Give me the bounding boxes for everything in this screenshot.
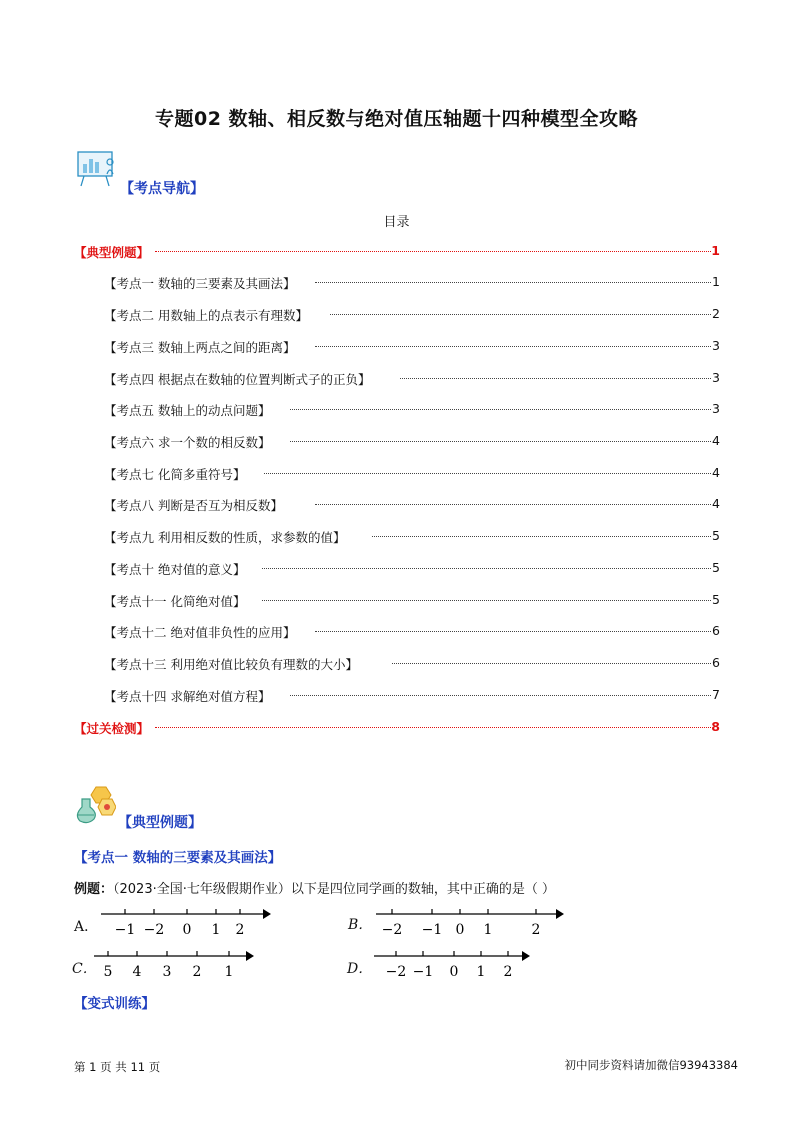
toc-item-page: 5: [712, 560, 720, 575]
toc-item-label: 【考点十三 利用绝对值比较负有理数的大小】: [104, 655, 361, 673]
option-c-letter[interactable]: C．: [72, 961, 97, 977]
toc-item-page: 6: [712, 623, 720, 638]
toc-item-label: 【考点十四 求解绝对值方程】: [104, 687, 273, 705]
toc-item[interactable]: [0, 338, 793, 358]
toc-item-page: 3: [712, 401, 720, 416]
toc-item[interactable]: [0, 274, 793, 294]
tick-label: 1: [483, 922, 493, 938]
tick-label: 1: [224, 964, 234, 980]
toc-item-page: 6: [712, 655, 720, 670]
toc-item[interactable]: [0, 465, 793, 485]
toc-item-label: 【考点四 根据点在数轴的位置判断式子的正负】: [104, 370, 373, 388]
toc-item-page: 7: [712, 687, 720, 702]
option-d-number-line[interactable]: [370, 946, 540, 986]
toc-item[interactable]: [0, 623, 793, 643]
toc-item-label: 【考点九 利用相反数的性质，求参数的值】: [104, 528, 348, 546]
option-d-letter[interactable]: D．: [347, 961, 373, 977]
toc-heading: 目录: [383, 215, 410, 230]
toc-item-page: 3: [712, 370, 720, 385]
toc-item-label: 【考点三 数轴上两点之间的距离】: [104, 338, 298, 356]
toc-item[interactable]: [0, 306, 793, 326]
tick-label: 2: [531, 922, 541, 938]
toc-item-page: 2: [712, 306, 720, 321]
tick-label: 2: [235, 922, 245, 938]
option-c-number-line[interactable]: [94, 946, 264, 986]
tick-label: 1: [211, 922, 221, 938]
toc-item-page: 4: [712, 465, 720, 480]
kaodian-heading: 【考点一 数轴的三要素及其画法】: [74, 850, 282, 866]
option-b-number-line[interactable]: [370, 904, 570, 944]
tick-label: −1: [421, 922, 443, 938]
toc-item-label: 【考点一 数轴的三要素及其画法】: [104, 274, 298, 292]
toc-item-page: 5: [712, 528, 720, 543]
toc-item[interactable]: [0, 433, 793, 453]
example-question: [74, 878, 555, 897]
toc-item[interactable]: [0, 719, 793, 739]
flask-icon: [72, 785, 116, 825]
toc-item[interactable]: [0, 370, 793, 390]
toc-item[interactable]: [0, 687, 793, 707]
toc-item[interactable]: [0, 592, 793, 612]
page-number: 第 1 页 共 11 页: [74, 1060, 161, 1074]
toc-item-label: 【考点二 用数轴上的点表示有理数】: [104, 306, 311, 324]
tick-label: 5: [103, 964, 113, 980]
toc-item-page: 5: [712, 592, 720, 607]
example-text: （2023·全国·七年级假期作业）以下是四位同学画的数轴，其中正确的是（ ）: [113, 882, 555, 897]
tick-label: −2: [381, 922, 403, 938]
toc-item-label: 【考点六 求一个数的相反数】: [104, 433, 273, 451]
document-title: 专题02 数轴、相反数与绝对值压轴题十四种模型全攻略: [154, 108, 639, 130]
toc-item-page: 4: [712, 433, 720, 448]
toc-item[interactable]: [0, 496, 793, 516]
toc-item-page: 8: [711, 719, 720, 734]
tick-label: 0: [455, 922, 465, 938]
tick-label: −2: [143, 922, 165, 938]
toc-item-label: 【典型例题】: [74, 243, 152, 261]
toc-item-label: 【考点八 判断是否互为相反数】: [104, 496, 286, 514]
tick-label: 2: [192, 964, 202, 980]
section-heading: 【典型例题】: [118, 815, 202, 831]
tick-label: 1: [476, 964, 486, 980]
option-b-letter[interactable]: B．: [348, 917, 373, 933]
variant-training-heading: 【变式训练】: [74, 996, 155, 1012]
tick-label: −2: [385, 964, 407, 980]
toc-item[interactable]: [0, 655, 793, 675]
tick-label: 2: [503, 964, 513, 980]
option-a-number-line[interactable]: [95, 904, 275, 944]
example-prefix: 例题：: [74, 882, 114, 897]
tick-label: 0: [449, 964, 459, 980]
toc-item-page: 1: [711, 243, 720, 258]
option-a-letter[interactable]: A．: [74, 919, 99, 935]
toc-item-label: 【考点五 数轴上的动点问题】: [104, 401, 273, 419]
toc-item-page: 4: [712, 496, 720, 511]
tick-label: 0: [182, 922, 192, 938]
toc-item-page: 1: [712, 274, 720, 289]
toc-item-label: 【过关检测】: [74, 719, 152, 737]
toc-item-label: 【考点十 绝对值的意义】: [104, 560, 248, 578]
toc-item[interactable]: [0, 243, 793, 263]
footer-note: 初中同步资料请加微信93943384: [564, 1058, 738, 1072]
toc-item-label: 【考点七 化简多重符号】: [104, 465, 248, 483]
tick-label: −1: [412, 964, 434, 980]
toc-item-label: 【考点十一 化简绝对值】: [104, 592, 248, 610]
tick-label: 3: [162, 964, 172, 980]
toc-item-page: 3: [712, 338, 720, 353]
presentation-board-icon: [74, 148, 118, 188]
toc-item[interactable]: [0, 560, 793, 580]
toc-item-label: 【考点十二 绝对值非负性的应用】: [104, 623, 298, 641]
toc-item[interactable]: [0, 528, 793, 548]
nav-heading: 【考点导航】: [120, 181, 204, 197]
tick-label: 4: [132, 964, 142, 980]
tick-label: −1: [114, 922, 136, 938]
toc-item[interactable]: [0, 401, 793, 421]
